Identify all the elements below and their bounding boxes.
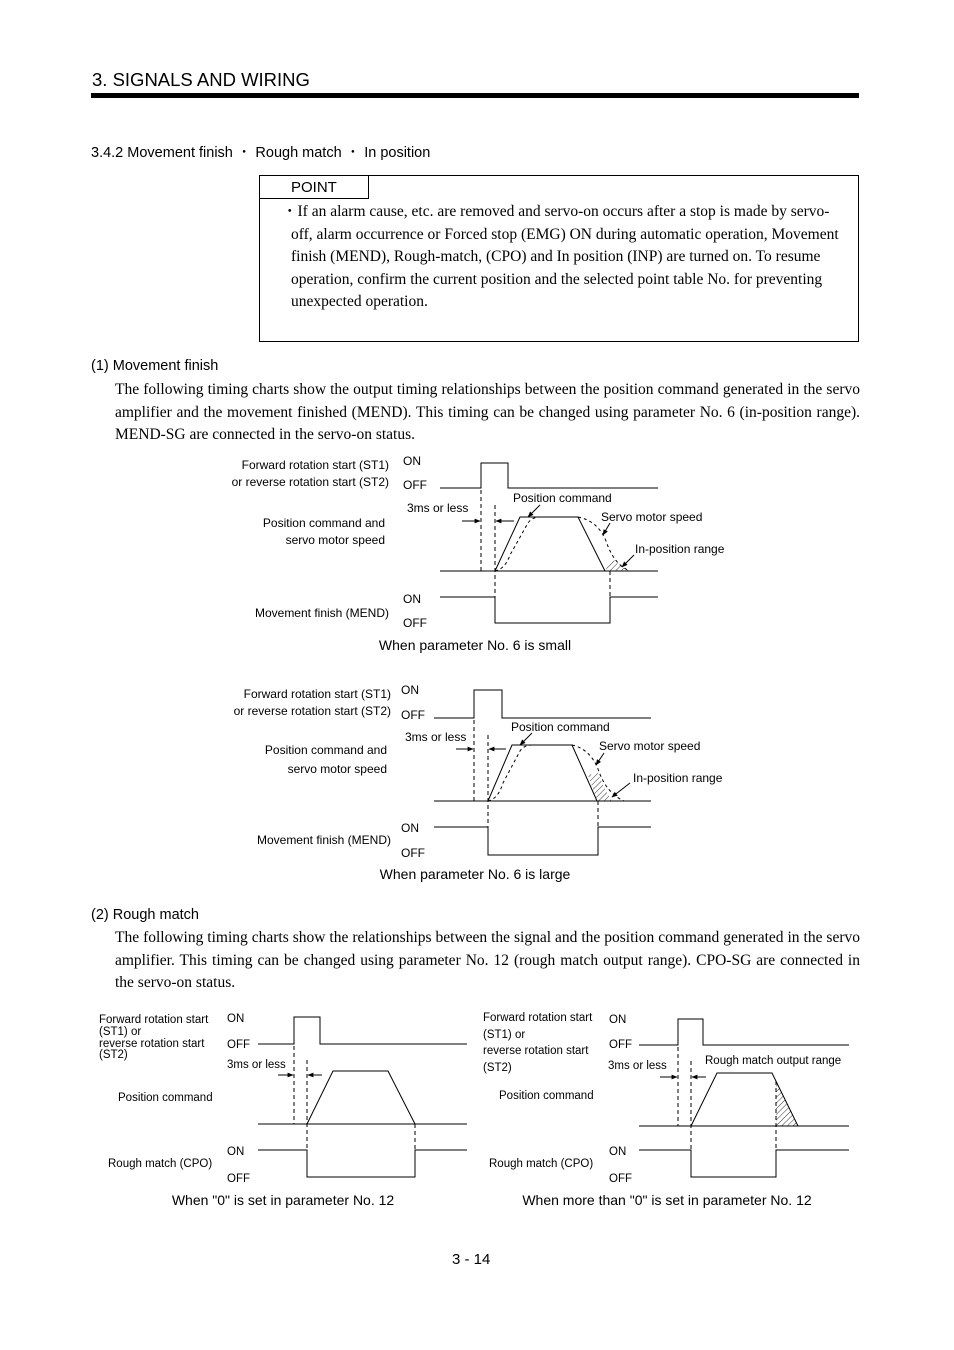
label-start-line1: Forward rotation start (483, 1012, 593, 1024)
in-position-hatch (588, 773, 612, 801)
rough-match-heading: (2) Rough match (91, 907, 199, 923)
label-start-line3: reverse rotation start (99, 1038, 205, 1050)
label-on: ON (227, 1146, 245, 1158)
position-command-trapezoid (488, 745, 597, 801)
label-mend: Movement finish (MEND) (256, 833, 391, 847)
label-pos-line1: Position command and (264, 743, 387, 757)
label-pos-line2: servo motor speed (285, 533, 385, 547)
label-pos-line2: servo motor speed (287, 762, 387, 776)
label-off: OFF (401, 846, 425, 860)
label-position-command: Position command (511, 720, 610, 734)
label-servo-motor-speed: Servo motor speed (601, 510, 703, 524)
label-off: OFF (609, 1039, 632, 1051)
label-on: ON (609, 1146, 627, 1158)
label-start-line2: (ST1) or (483, 1029, 526, 1041)
label-start-line2: (ST1) or (99, 1026, 142, 1038)
start-signal-waveform (639, 1019, 849, 1045)
label-start-line3: reverse rotation start (483, 1045, 589, 1057)
label-off: OFF (227, 1039, 250, 1051)
label-on: ON (227, 1013, 245, 1025)
mend-waveform (440, 597, 658, 623)
point-text (282, 201, 842, 314)
label-position-command: Position command (513, 491, 612, 505)
label-on: ON (401, 683, 419, 697)
label-delay: 3ms or less (405, 730, 467, 744)
label-start-line4: (ST2) (483, 1062, 512, 1074)
label-start-line1: Forward rotation start (ST1) (243, 687, 391, 701)
label-delay: 3ms or less (608, 1060, 667, 1072)
position-command-trapezoid (307, 1071, 415, 1124)
movement-finish-heading: (1) Movement finish (91, 358, 219, 374)
label-start-line4: (ST2) (99, 1049, 128, 1061)
label-servo-motor-speed: Servo motor speed (599, 739, 701, 753)
label-off: OFF (403, 478, 427, 492)
start-signal-waveform (258, 1017, 467, 1044)
label-off: OFF (227, 1173, 250, 1185)
label-mend: Movement finish (MEND) (254, 606, 389, 620)
label-on: ON (403, 592, 421, 606)
header-rule (91, 93, 859, 98)
mend-waveform (434, 827, 651, 855)
caption-large: When parameter No. 6 is large (379, 866, 571, 882)
timing-chart-mend-small (0, 445, 954, 660)
label-start-line2: or reverse rotation start (ST2) (233, 704, 391, 718)
caption-small: When parameter No. 6 is small (378, 637, 572, 653)
label-on: ON (609, 1014, 627, 1026)
label-in-position-range: In-position range (633, 771, 723, 785)
label-cpo: Rough match (CPO) (489, 1158, 594, 1170)
timing-chart-cpo-zero (90, 1005, 480, 1215)
section-title: 3.4.2 Movement finish ・ Rough match ・ In position (91, 145, 431, 161)
start-signal-waveform (440, 463, 658, 488)
label-start-line2: or reverse rotation start (ST2) (231, 475, 389, 489)
caption-cpo-zero: When "0" is set in parameter No. 12 (171, 1192, 395, 1208)
page-number: 3 - 14 (452, 1251, 491, 1268)
cpo-waveform (258, 1150, 467, 1177)
movement-finish-paragraph: The following timing charts show the output timing relationships between the position command generated in the servo amplifier and the movement finished (MEND). This timing can be changed using parameter No. 6 (in-position range). MEND-SG are connected in the servo-on status. (115, 381, 860, 444)
label-position-command: Position command (118, 1092, 213, 1104)
rough-match-paragraph: The following timing charts show the relationships between the signal and the position command generated in the servo amplifier. This timing can be changed using parameter No. 12 (rough match output range). CPO-SG are connected in the servo-on status. (115, 929, 860, 992)
point-body: If an alarm cause, etc. are removed and servo-on occurs after a stop is made by servo-off, alarm occurrence or Forced stop (EMG) ON during automatic operation, Movement finish (MEND), Rough-match, (CPO) and In position (INP) are turned on. To resume operation, confirm the current position and the selected point table No. for preventing unexpected operation. (291, 203, 839, 311)
label-start-line1: Forward rotation start (99, 1014, 209, 1026)
label-off: OFF (609, 1173, 632, 1185)
label-off: OFF (403, 616, 427, 630)
timing-chart-cpo-nonzero (478, 1005, 868, 1215)
label-on: ON (401, 821, 419, 835)
label-rough-range: Rough match output range (705, 1055, 842, 1067)
cpo-waveform (639, 1150, 849, 1177)
timing-chart-mend-large (0, 675, 954, 890)
caption-cpo-nonzero: When more than "0" is set in parameter No. 12 (522, 1192, 812, 1208)
position-command-trapezoid (495, 517, 605, 571)
label-off: OFF (401, 708, 425, 722)
label-pos-line1: Position command and (262, 516, 385, 530)
point-label: POINT (291, 179, 337, 196)
label-in-position-range: In-position range (635, 542, 725, 556)
label-cpo: Rough match (CPO) (108, 1158, 213, 1170)
start-signal-waveform (434, 690, 651, 718)
label-position-command: Position command (499, 1090, 594, 1102)
label-on: ON (403, 454, 421, 468)
point-bullet: ・ (282, 203, 298, 220)
label-delay: 3ms or less (227, 1059, 286, 1071)
label-start-line1: Forward rotation start (ST1) (241, 458, 389, 472)
label-delay: 3ms or less (407, 501, 469, 515)
chapter-title: 3. SIGNALS AND WIRING (92, 69, 310, 90)
